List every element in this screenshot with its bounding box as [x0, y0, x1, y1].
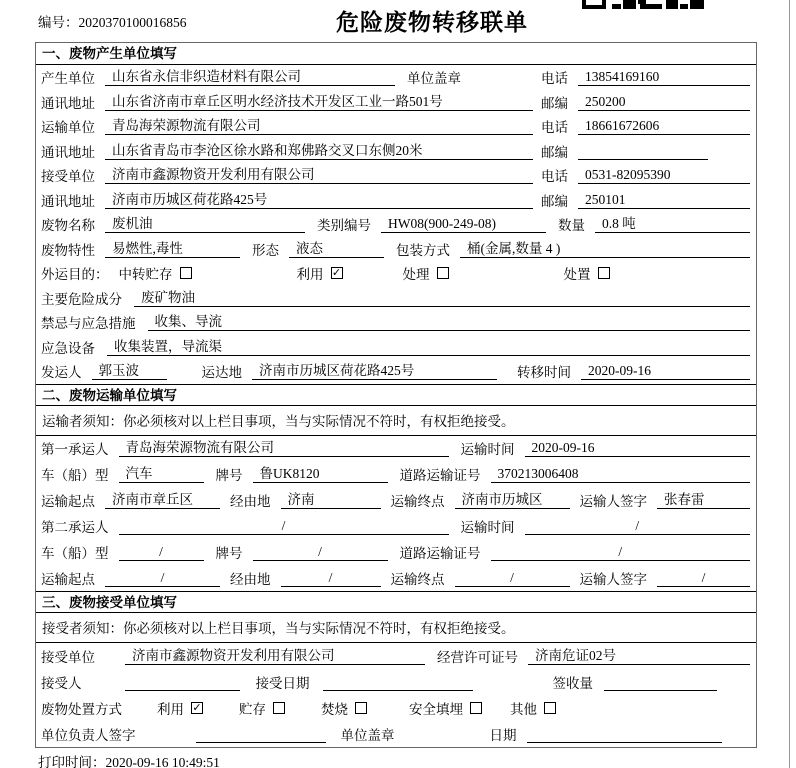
carrier1-label: 第一承运人	[41, 442, 109, 458]
signoff-date-label: 日期	[489, 727, 517, 743]
receiver-address-row	[36, 188, 756, 213]
purpose-transfer-storage-checkbox	[180, 267, 192, 279]
signed-qty-value	[604, 673, 717, 691]
route1-origin-value: 济南市章丘区	[105, 491, 220, 509]
purpose-option-transfer-storage-label: 中转贮存	[118, 267, 173, 283]
purpose-option-dispose	[564, 263, 610, 283]
vehicle1-plate-label: 牌号	[215, 468, 243, 484]
hazard-row	[36, 286, 756, 311]
transfer-time-value: 2020-09-16	[581, 362, 750, 380]
disposal-row	[36, 695, 756, 721]
waste-traits-row	[36, 237, 756, 262]
vehicle2-row	[36, 539, 756, 565]
taboo-row	[36, 310, 756, 335]
transporter-label: 运输单位	[41, 120, 95, 136]
hazard-label: 主要危险成分	[41, 291, 122, 307]
route2-via-value: /	[281, 569, 381, 587]
carrier1-value: 青岛海荣源物流有限公司	[119, 439, 449, 457]
receiver-phone-value: 0531-82095390	[578, 166, 750, 184]
vehicle2-type-label: 车（船）型	[41, 546, 109, 561]
waste-form-value: 液态	[289, 240, 384, 258]
waste-qty-label: 数量	[558, 218, 585, 234]
accept-person-value	[125, 673, 240, 691]
section2-note: 运输者须知：你必须核对以上栏目事项，当与实际情况不符时，有权拒绝接受。	[36, 406, 756, 436]
receiver-row	[36, 163, 756, 188]
disposal-option-utilize-label: 利用	[157, 701, 184, 717]
accept-date-label: 接受日期	[255, 675, 310, 691]
vehicle1-plate-value: 鲁UK8120	[253, 465, 388, 483]
route1-row	[36, 487, 756, 513]
transporter-phone-value: 18661672606	[578, 117, 750, 135]
destination-value: 济南市历城区荷花路425号	[252, 362, 497, 380]
waste-pack-value: 桶(金属,数量 4 )	[460, 240, 750, 258]
license-label: 经营许可证号	[437, 649, 518, 665]
receiver-zip-value: 250101	[578, 191, 750, 209]
waste-traits-value: 易燃性,毒性	[105, 240, 240, 258]
document-title: 危险废物转移联单	[336, 9, 528, 35]
disposal-option-storage	[239, 698, 285, 718]
route2-via-label: 经由地	[230, 571, 271, 587]
disposal-other-checkbox	[544, 702, 556, 714]
route2-sign-value: /	[657, 569, 750, 587]
route2-origin-label: 运输起点	[41, 571, 95, 587]
disposal-storage-checkbox	[273, 702, 285, 714]
route1-end-label: 运输终点	[390, 494, 445, 510]
taboo-value: 收集、导流	[148, 313, 751, 331]
carrier2-time-value: /	[525, 517, 751, 535]
print-time	[38, 751, 220, 768]
carrier2-time-label: 运输时间	[460, 520, 515, 536]
disposal-option-storage-label: 贮存	[239, 701, 266, 717]
accept-unit-value: 济南市鑫源物资开发利用有限公司	[125, 647, 425, 665]
producer-address-row	[36, 90, 756, 115]
vehicle2-type-value: /	[119, 543, 204, 561]
equipment-label: 应急设备	[41, 340, 95, 356]
producer-address-label: 通讯地址	[41, 95, 95, 111]
producer-seal-label: 单位盖章	[407, 71, 461, 87]
purpose-option-treat	[403, 263, 449, 283]
disposal-option-landfill	[409, 698, 482, 718]
transporter-row	[36, 114, 756, 139]
serial-number	[38, 11, 187, 31]
hazard-value: 废矿物油	[134, 289, 750, 307]
producer-label: 产生单位	[41, 71, 95, 87]
producer-zip-value: 250200	[578, 93, 750, 111]
purpose-dispose-checkbox	[598, 267, 610, 279]
route2-end-label: 运输终点	[390, 571, 445, 587]
signoff-value	[196, 725, 326, 743]
signoff-label: 单位负责人签字	[41, 727, 136, 743]
equipment-row	[36, 335, 756, 360]
accept-person-row	[36, 669, 756, 695]
disposal-option-incinerate	[321, 698, 367, 718]
vehicle2-permit-value: /	[491, 543, 751, 561]
disposal-option-utilize	[157, 698, 203, 718]
disposal-option-other	[510, 698, 556, 718]
license-value: 济南危证02号	[528, 647, 750, 665]
accept-date-value	[323, 673, 473, 691]
section3-note: 接受者须知：你必须核对以上栏目事项，当与实际情况不符时，有权拒绝接受。	[36, 613, 756, 643]
section1-header: 一、废物产生单位填写	[36, 43, 756, 65]
carrier2-row	[36, 513, 756, 539]
producer-row	[36, 65, 756, 90]
producer-zip-label: 邮编	[541, 95, 568, 111]
disposal-incinerate-checkbox	[355, 702, 367, 714]
signoff-row	[36, 721, 756, 747]
transporter-zip-value	[578, 142, 708, 160]
dispatcher-label: 发运人	[41, 365, 82, 381]
route1-sign-label: 运输人签字	[579, 494, 647, 510]
carrier2-value: /	[119, 517, 449, 535]
purpose-option-utilize	[297, 263, 343, 283]
signoff-seal-label: 单位盖章	[340, 727, 395, 743]
taboo-label: 禁忌与应急措施	[41, 316, 136, 332]
vehicle1-type-label: 车（船）型	[41, 468, 109, 484]
dispatch-row	[36, 359, 756, 384]
route2-sign-label: 运输人签字	[579, 571, 647, 587]
print-time-value: 2020-09-16 10:49:51	[105, 755, 220, 768]
waste-name-label: 废物名称	[41, 218, 95, 234]
disposal-option-landfill-label: 安全填埋	[409, 701, 463, 717]
disposal-utilize-checkbox: ✓	[192, 700, 202, 714]
vehicle2-permit-label: 道路运输证号	[399, 546, 481, 561]
waste-traits-label: 废物特性	[41, 242, 95, 258]
manifest-table	[35, 42, 757, 748]
waste-qty-value: 0.8 吨	[595, 215, 750, 233]
route2-origin-value: /	[105, 569, 220, 587]
purpose-option-dispose-label: 处置	[563, 267, 591, 283]
route1-via-label: 经由地	[230, 494, 271, 510]
route2-end-value: /	[455, 569, 570, 587]
receiver-phone-label: 电话	[541, 169, 568, 185]
section3-header: 三、废物接受单位填写	[36, 591, 756, 613]
route1-end-value: 济南市历城区	[455, 491, 570, 509]
purpose-option-transfer-storage	[119, 263, 192, 283]
route2-row	[36, 565, 756, 591]
receiver-zip-label: 邮编	[541, 193, 568, 209]
route1-via-value: 济南	[281, 491, 381, 509]
signoff-date-value	[527, 725, 722, 743]
accept-unit-label: 接受单位	[41, 649, 95, 665]
transporter-address-value: 山东省青岛市李沧区徐水路和郑佛路交叉口东侧20米	[105, 142, 533, 160]
section2-header: 二、废物运输单位填写	[36, 384, 756, 406]
purpose-option-utilize-label: 利用	[296, 267, 324, 283]
page-edge-line	[789, 0, 790, 768]
waste-code-value: HW08(900-249-08)	[381, 215, 546, 233]
accept-person-label: 接受人	[41, 675, 82, 691]
vehicle2-plate-label: 牌号	[215, 546, 243, 561]
transporter-value: 青岛海荣源物流有限公司	[105, 117, 533, 135]
document-header	[0, 0, 796, 42]
receiver-address-label: 通讯地址	[41, 193, 95, 209]
purpose-label: 外运目的：	[41, 267, 109, 283]
carrier2-label: 第二承运人	[41, 520, 109, 536]
route1-origin-label: 运输起点	[41, 494, 95, 510]
transporter-address-label: 通讯地址	[41, 144, 95, 160]
transfer-time-label: 转移时间	[517, 365, 571, 381]
route1-sign-value: 张春雷	[657, 491, 750, 509]
vehicle1-type-value: 汽车	[119, 465, 204, 483]
signed-qty-label: 签收量	[552, 675, 593, 691]
waste-form-label: 形态	[252, 242, 279, 258]
producer-phone-value: 13854169160	[578, 68, 750, 86]
receiver-value: 济南市鑫源物资开发利用有限公司	[105, 166, 533, 184]
disposal-option-incinerate-label: 焚烧	[321, 701, 348, 717]
destination-label: 运达地	[201, 365, 242, 381]
transporter-phone-label: 电话	[541, 120, 568, 136]
equipment-value: 收集装置，导流渠	[107, 338, 750, 356]
disposal-option-other-label: 其他	[510, 701, 537, 717]
vehicle1-permit-value: 370213006408	[491, 465, 751, 483]
disposal-landfill-checkbox	[470, 702, 482, 714]
waste-code-label: 类别编号	[317, 218, 371, 234]
waste-name-value: 废机油	[105, 215, 305, 233]
disposal-label: 废物处置方式	[41, 701, 122, 717]
receiver-address-value: 济南市历城区荷花路425号	[105, 191, 533, 209]
producer-phone-label: 电话	[541, 71, 568, 87]
waste-pack-label: 包装方式	[396, 242, 450, 258]
transporter-zip-label: 邮编	[541, 144, 568, 160]
vehicle2-plate-value: /	[253, 543, 388, 561]
producer-address-value: 山东省济南市章丘区明水经济技术开发区工业一路501号	[105, 93, 533, 111]
vehicle1-permit-label: 道路运输证号	[399, 468, 481, 484]
print-time-label: 打印时间：	[38, 755, 106, 768]
waste-name-row	[36, 212, 756, 237]
purpose-option-treat-label: 处理	[402, 267, 430, 283]
producer-value: 山东省永信非织造材料有限公司	[105, 68, 395, 86]
carrier1-time-label: 运输时间	[460, 442, 515, 458]
carrier1-row	[36, 436, 756, 462]
serial-label: 编号：	[38, 15, 79, 30]
serial-value: 2020370100016856	[78, 15, 187, 30]
carrier1-time-value: 2020-09-16	[525, 439, 751, 457]
dispatcher-value: 郭玉波	[92, 362, 167, 380]
purpose-utilize-checkbox: ✓	[331, 266, 342, 280]
vehicle1-row	[36, 461, 756, 487]
transporter-address-row	[36, 139, 756, 164]
accept-unit-row	[36, 643, 756, 669]
purpose-row	[36, 261, 756, 286]
receiver-label: 接受单位	[41, 169, 95, 185]
purpose-treat-checkbox	[437, 267, 449, 279]
